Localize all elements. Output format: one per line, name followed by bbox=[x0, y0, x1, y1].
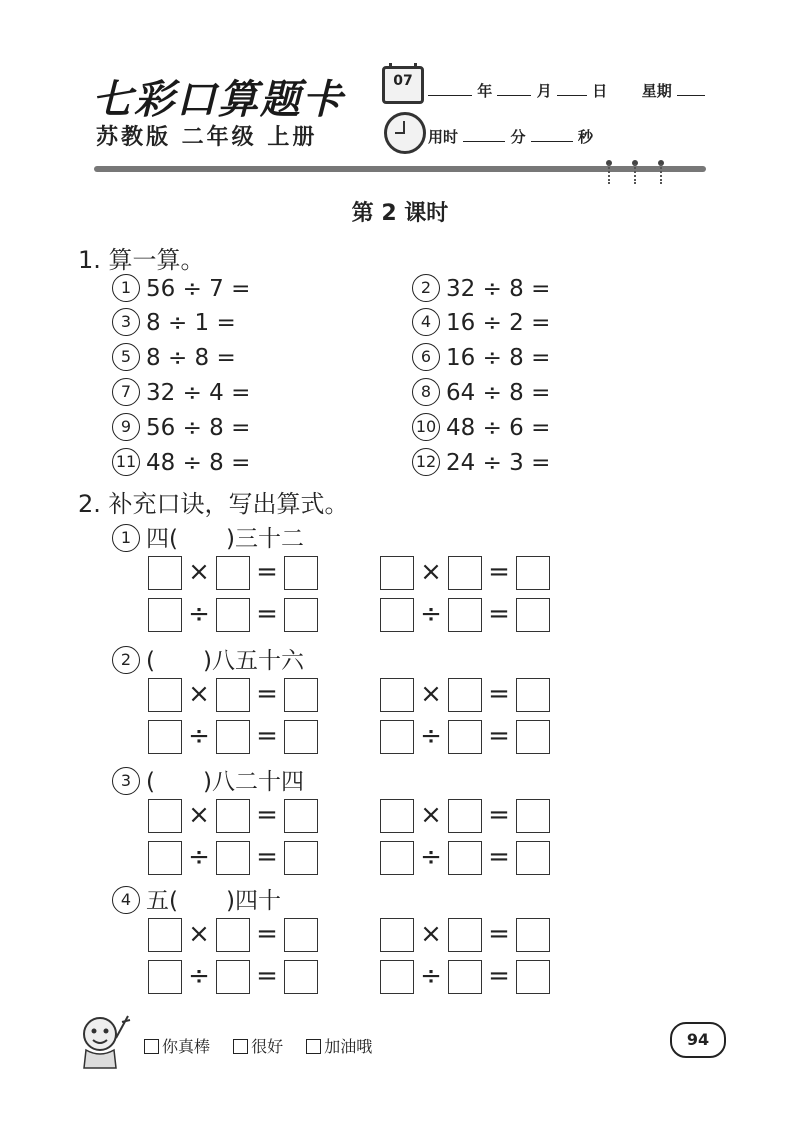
problem-item bbox=[412, 448, 550, 476]
answer-box[interactable] bbox=[216, 720, 250, 754]
problem-number: 2 bbox=[412, 274, 440, 302]
pin-decoration bbox=[606, 160, 612, 184]
answer-box[interactable] bbox=[380, 841, 414, 875]
problem-number: 9 bbox=[112, 413, 140, 441]
answer-box[interactable] bbox=[448, 678, 482, 712]
problem-number: 5 bbox=[112, 343, 140, 371]
equals-sign: = bbox=[256, 919, 278, 949]
equals-sign: = bbox=[256, 961, 278, 991]
answer-box[interactable] bbox=[284, 918, 318, 952]
rating-options bbox=[144, 1034, 390, 1057]
times-sign: × bbox=[420, 557, 442, 587]
equals-sign: = bbox=[256, 842, 278, 872]
problem-item bbox=[112, 308, 236, 336]
divide-sign: ÷ bbox=[188, 961, 210, 991]
seconds-label: 秒 bbox=[577, 128, 593, 146]
answer-box[interactable] bbox=[284, 841, 318, 875]
problem-item bbox=[412, 274, 550, 302]
answer-box[interactable] bbox=[380, 960, 414, 994]
equals-sign: = bbox=[256, 679, 278, 709]
divide-sign: ÷ bbox=[420, 599, 442, 629]
problem-item bbox=[112, 378, 250, 406]
divide-sign: ÷ bbox=[188, 599, 210, 629]
problem-expression: 56 ÷ 8 = bbox=[146, 415, 251, 441]
problem-number: 3 bbox=[112, 308, 140, 336]
equals-sign: = bbox=[488, 599, 510, 629]
chant-suffix: )四十 bbox=[225, 888, 281, 914]
answer-box[interactable] bbox=[284, 720, 318, 754]
times-sign: × bbox=[188, 679, 210, 709]
time-used-label: 用时 bbox=[428, 128, 459, 146]
problem-number: 6 bbox=[412, 343, 440, 371]
problem-expression: 16 ÷ 2 = bbox=[446, 310, 551, 336]
equals-sign: = bbox=[256, 721, 278, 751]
chant-item bbox=[112, 642, 304, 675]
section1-heading: 1. 算一算。 bbox=[78, 246, 205, 274]
problem-number: 11 bbox=[112, 448, 140, 476]
checkbox-icon[interactable] bbox=[306, 1039, 321, 1054]
minutes-label: 分 bbox=[510, 128, 526, 146]
answer-box[interactable] bbox=[216, 799, 250, 833]
answer-box[interactable] bbox=[380, 918, 414, 952]
answer-box[interactable] bbox=[284, 556, 318, 590]
divide-sign: ÷ bbox=[188, 842, 210, 872]
answer-box[interactable] bbox=[516, 918, 550, 952]
chant-number: 1 bbox=[112, 524, 140, 552]
equals-sign: = bbox=[488, 961, 510, 991]
pin-decoration bbox=[658, 160, 664, 184]
page-number: 94 bbox=[670, 1022, 726, 1058]
times-sign: × bbox=[188, 557, 210, 587]
time-line bbox=[428, 126, 593, 147]
date-line bbox=[428, 80, 705, 101]
checkbox-icon[interactable] bbox=[233, 1039, 248, 1054]
times-sign: × bbox=[188, 919, 210, 949]
divide-sign: ÷ bbox=[188, 721, 210, 751]
equals-sign: = bbox=[488, 800, 510, 830]
chant-prefix: 五( bbox=[146, 888, 178, 914]
answer-box[interactable] bbox=[380, 720, 414, 754]
times-sign: × bbox=[420, 679, 442, 709]
problem-expression: 16 ÷ 8 = bbox=[446, 345, 551, 371]
lesson-title: 第 2 课时 bbox=[351, 201, 449, 226]
year-label: 年 bbox=[477, 82, 493, 100]
rating-option[interactable]: 加油哦 bbox=[306, 1037, 372, 1056]
answer-box[interactable] bbox=[516, 678, 550, 712]
equals-sign: = bbox=[488, 557, 510, 587]
rating-option[interactable]: 你真棒 bbox=[144, 1037, 210, 1056]
answer-box[interactable] bbox=[148, 799, 182, 833]
chant-suffix: )三十二 bbox=[225, 526, 304, 552]
problem-expression: 32 ÷ 4 = bbox=[146, 380, 251, 406]
answer-box[interactable] bbox=[516, 799, 550, 833]
problem-expression: 48 ÷ 6 = bbox=[446, 415, 551, 441]
rating-option[interactable]: 很好 bbox=[233, 1037, 283, 1056]
answer-box[interactable] bbox=[284, 960, 318, 994]
problem-item bbox=[412, 308, 550, 336]
answer-box[interactable] bbox=[216, 960, 250, 994]
times-sign: × bbox=[188, 800, 210, 830]
answer-box[interactable] bbox=[380, 598, 414, 632]
answer-box[interactable] bbox=[380, 799, 414, 833]
answer-box[interactable] bbox=[216, 918, 250, 952]
problem-number: 4 bbox=[412, 308, 440, 336]
problem-number: 8 bbox=[412, 378, 440, 406]
answer-box[interactable] bbox=[148, 678, 182, 712]
answer-box[interactable] bbox=[516, 556, 550, 590]
answer-box[interactable] bbox=[516, 598, 550, 632]
problem-number: 1 bbox=[112, 274, 140, 302]
chant-number: 4 bbox=[112, 886, 140, 914]
answer-box[interactable] bbox=[148, 598, 182, 632]
pin-decoration bbox=[632, 160, 638, 184]
clock-icon bbox=[384, 112, 426, 154]
divide-sign: ÷ bbox=[420, 721, 442, 751]
chant-prefix: ( bbox=[146, 648, 155, 674]
answer-box[interactable] bbox=[148, 841, 182, 875]
answer-box[interactable] bbox=[284, 799, 318, 833]
answer-box[interactable] bbox=[448, 556, 482, 590]
chant-item bbox=[112, 882, 281, 915]
answer-box[interactable] bbox=[516, 841, 550, 875]
answer-box[interactable] bbox=[148, 720, 182, 754]
day-label: 日 bbox=[592, 82, 608, 100]
header-divider bbox=[94, 166, 706, 172]
calendar-day: 07 bbox=[393, 73, 413, 89]
month-label: 月 bbox=[536, 82, 552, 100]
chant-number: 3 bbox=[112, 767, 140, 795]
chant-suffix: )八二十四 bbox=[202, 769, 304, 795]
problem-item bbox=[112, 448, 250, 476]
answer-box[interactable] bbox=[216, 841, 250, 875]
problem-item bbox=[412, 343, 550, 371]
problem-number: 12 bbox=[412, 448, 440, 476]
answer-box[interactable] bbox=[148, 918, 182, 952]
problem-expression: 32 ÷ 8 = bbox=[446, 276, 551, 302]
equals-sign: = bbox=[488, 842, 510, 872]
section2-heading: 2. 补充口诀，写出算式。 bbox=[78, 490, 349, 518]
problem-number: 7 bbox=[112, 378, 140, 406]
problem-item bbox=[112, 413, 250, 441]
weekday-label: 星期 bbox=[641, 82, 672, 100]
problem-expression: 56 ÷ 7 = bbox=[146, 276, 251, 302]
chant-suffix: )八五十六 bbox=[202, 648, 304, 674]
answer-box[interactable] bbox=[516, 720, 550, 754]
problem-expression: 48 ÷ 8 = bbox=[146, 450, 251, 476]
times-sign: × bbox=[420, 800, 442, 830]
equals-sign: = bbox=[488, 919, 510, 949]
problem-number: 10 bbox=[412, 413, 440, 441]
answer-box[interactable] bbox=[448, 960, 482, 994]
answer-box[interactable] bbox=[148, 960, 182, 994]
equals-sign: = bbox=[256, 557, 278, 587]
chant-item bbox=[112, 763, 304, 796]
problem-expression: 64 ÷ 8 = bbox=[446, 380, 551, 406]
answer-box[interactable] bbox=[448, 720, 482, 754]
answer-box[interactable] bbox=[284, 598, 318, 632]
answer-box[interactable] bbox=[448, 841, 482, 875]
answer-box[interactable] bbox=[148, 556, 182, 590]
problem-item bbox=[112, 343, 236, 371]
calendar-icon bbox=[382, 66, 424, 104]
answer-box[interactable] bbox=[448, 918, 482, 952]
divide-sign: ÷ bbox=[420, 961, 442, 991]
equals-sign: = bbox=[256, 800, 278, 830]
edition-label: 苏教版 二年级 上册 bbox=[96, 125, 318, 150]
answer-box[interactable] bbox=[448, 598, 482, 632]
answer-box[interactable] bbox=[380, 678, 414, 712]
divide-sign: ÷ bbox=[420, 842, 442, 872]
problem-item bbox=[412, 378, 550, 406]
problem-item bbox=[112, 274, 250, 302]
times-sign: × bbox=[420, 919, 442, 949]
chant-number: 2 bbox=[112, 646, 140, 674]
answer-box[interactable] bbox=[216, 678, 250, 712]
mascot-illustration bbox=[72, 1008, 134, 1070]
answer-box[interactable] bbox=[380, 556, 414, 590]
answer-box[interactable] bbox=[284, 678, 318, 712]
problem-item bbox=[412, 413, 550, 441]
problem-expression: 8 ÷ 1 = bbox=[146, 310, 236, 336]
problem-expression: 24 ÷ 3 = bbox=[446, 450, 551, 476]
answer-box[interactable] bbox=[448, 799, 482, 833]
answer-box[interactable] bbox=[216, 556, 250, 590]
equals-sign: = bbox=[488, 721, 510, 751]
chant-item bbox=[112, 520, 304, 553]
equals-sign: = bbox=[488, 679, 510, 709]
answer-box[interactable] bbox=[516, 960, 550, 994]
checkbox-icon[interactable] bbox=[144, 1039, 159, 1054]
chant-prefix: 四( bbox=[146, 526, 178, 552]
answer-box[interactable] bbox=[216, 598, 250, 632]
equals-sign: = bbox=[256, 599, 278, 629]
brand-title: 七彩口算题卡 bbox=[92, 76, 344, 123]
chant-prefix: ( bbox=[146, 769, 155, 795]
problem-expression: 8 ÷ 8 = bbox=[146, 345, 236, 371]
